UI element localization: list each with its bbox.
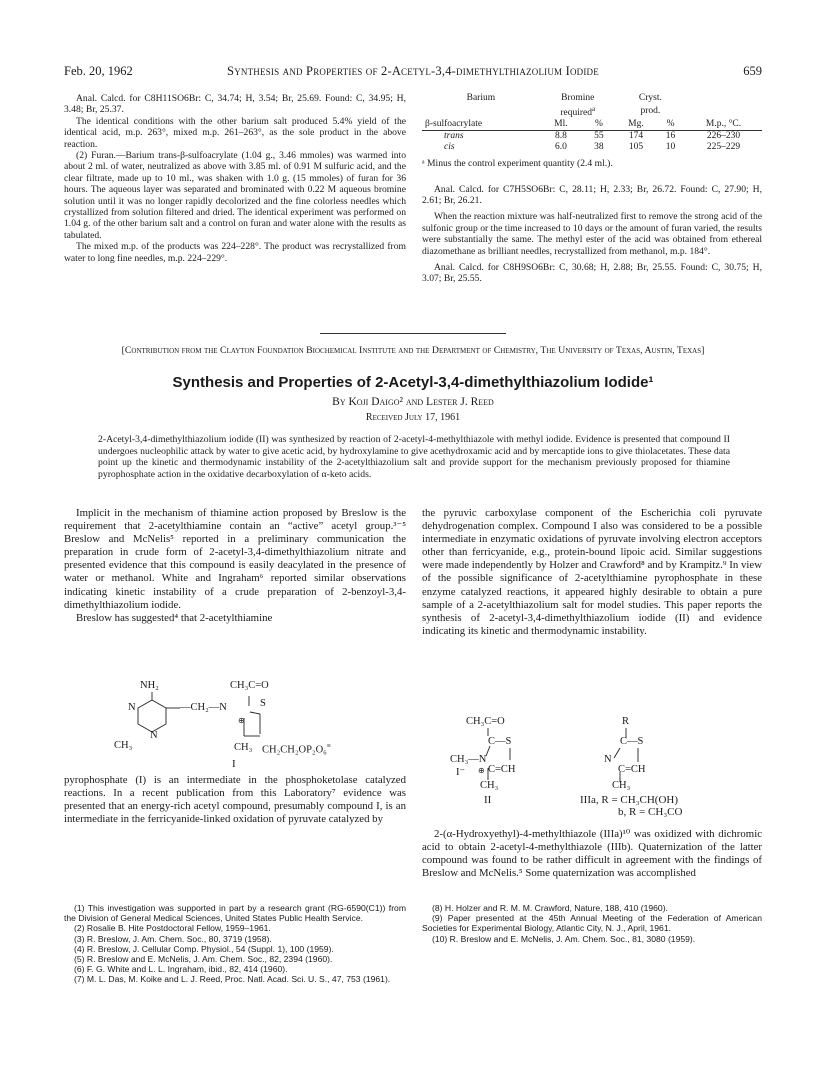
pyrophosphate-chain: CH₂CH₂OP₂O₆≡ [262,742,331,756]
table-cell: cis [444,142,455,153]
footnote: (4) R. Breslow, J. Cellular Comp. Physiol., 54 (Suppl. 1), 100 (1959). [74,943,334,954]
paragraph: Anal. Calcd. for C7H5SO6Br: C, 28.11; H, 2.33; Br, 26.72. Found: C, 27.90; H, 2.61; Br, 26.21. [422,183,762,206]
positive-charge: ⊕ [478,766,485,775]
table-row [422,142,762,153]
body-left-continued [64,774,406,826]
paragraph: the pyruvic carboxylase component of the Escherichia coli pyruvate dehydrogenation complex. Compound I also was considered to be a possible intermediate in enzymatic oxidations of pyruvate involving electron acceptors other than ferricyanide, e.g., protein-bound lipoic acid. Similar suggestions were made independently by Holzer and Crawford⁸ and by Krampitz.⁹ In view of the possible significance of 2-acetylthiamine pyrophosphate in these enzyme catalyzed reactions, it appeared highly desirable to obtain a pure sample of a 2-acetylthiazolium salt for model studies. This paper reports the synthesis of 2-acetyl-3,4-dimethylthiazolium iodide (II) and evidence indicating its kinetic and thermodynamic instability. [422,507,762,637]
table-header: % [666,119,675,130]
table-cell: 10 [665,142,676,153]
paragraph: (2) Furan.—Barium trans-β-sulfoacrylate (1.04 g., 3.46 mmoles) was warmed into about 2 ml. of water, neutralized as above with 3.85 ml. of 0.91 M sulfuric acid, and the clear filtrate, made up to 10 ml., was shaken with 1.0 g. (15 mmoles) of furan for 36 hours. The aqueous layer was separated and brominated with 0.22 M aqueous bromine solution until it was no longer rapidly decolorized and the fine colorless needles which crystallized from solution filtered and dried. The identical experiment was performed on 1.04 g. of the other barium salt and a control on furan and water alone with the results as tabulated. [64,150,406,241]
table-header: Mg. [628,119,644,130]
table-header: % [594,119,603,130]
header-date: Feb. 20, 1962 [64,64,133,78]
footnote: (2) Rosalie B. Hite Postdoctoral Fellow, 1959–1961. [74,923,271,934]
paragraph: Anal. Calcd. for C8H11SO6Br: C, 34.74; H, 3.54; Br, 25.69. Found: C, 34.95; H, 3.48; Br, 25.37. [64,93,406,116]
table-footnote-marker: a [592,105,596,113]
iodide-ion: I⁻ [456,767,466,778]
methyl-group: CH₃ [114,740,133,751]
paragraph: The mixed m.p. of the products was 224–228°. The product was recrystallized from water to long fine needles, m.p. 224–229°. [64,241,406,264]
table-cell: 55 [594,131,604,142]
thiazolium-carbon-sulfur: C—S [488,736,512,747]
table-cell: 8.8 [554,131,567,142]
paragraph: 2-(α-Hydroxyethyl)-4-methylthiazole (IIIa)¹⁰ was oxidized with dichromic acid to obtain 2-acetyl-4-methylthiazole (IIIb). Quaternization of the latter compound was found to be rather difficult in agreement with the findings of Breslow and McNelis.⁵ Some quaternization was accomplished [422,828,762,880]
n-methyl-group: CH₃—N [450,754,487,765]
table-cell: 226–230 [706,131,741,142]
body-right-column [422,507,762,638]
sulfur-atom: S [260,698,266,709]
footnote: (10) R. Breslow and E. McNelis, J. Am. Chem. Soc., 81, 3080 (1959). [432,933,696,944]
header-title: Synthesis and Properties of 2-Acetyl-3,4-dimethylthiazolium Iodide [227,64,599,78]
acyl-group: CH₃C=O [466,716,505,727]
structure-III [580,716,730,816]
methylene-bridge: —CH₂—N [180,702,227,713]
received-date: Received July 17, 1961 [365,412,461,423]
paragraph: pyrophosphate (I) is an intermediate in the phosphoketolase catalyzed reactions. In a recent publication from this Laboratory⁷ evidence was presented that an energy-rich acetyl compound, presumably compound I, is an intermediate in the ferricyanide-linked oxidation of pyruvate catalyzed by [64,774,406,826]
contribution-line: [Contribution from the Clayton Foundation Biochemical Institute and the Department of Chemistry, The University of Texas, Austin, Texas] [121,345,705,356]
table-header: Ml. [554,119,568,130]
thiazole-carbon-sulfur: C—S [620,736,644,747]
footnote: (1) This investigation was supported in part by a research grant (RG-6590(C1)) from the Division of General Medical Sciences, United States Public Health Service. [64,903,406,924]
paragraph: When the reaction mixture was half-neutralized first to remove the strong acid of the sulfonic group or the time increased to 10 days or the amount of furan varied, the results were substantially the same. The methyl ester of the acid was obtained from ethereal diazomethane as brilliant needles, recrystallized from methanol, m.p. 184°. [422,211,762,257]
paragraph: The identical conditions with the other barium salt produced 5.4% yield of the identical acid, m.p. 263°, mixed m.p. 261–263°, as the sole product in the above reaction. [64,115,406,150]
ring-nitrogen: N [604,754,612,765]
structure-I [104,678,344,768]
body-right-continued [422,828,762,880]
ring-double-bond: C=CH [618,764,646,775]
paragraph: Breslow has suggested⁴ that 2-acetylthiamine [76,611,273,624]
positive-charge: ⊕ [238,716,245,725]
table-cell: 6.0 [554,142,567,153]
footnotes-left [64,903,406,985]
section-divider [320,333,506,334]
ring-double-bond: C=CH [488,764,516,775]
acyl-group: CH₃C=O [230,680,269,691]
body-left-column [64,507,406,625]
footnotes-right [422,903,762,944]
footnote: (9) Paper presented at the 45th Annual Meeting of the Federation of American Societies for Experimental Biology, Atlantic City, N. J., April, 1961. [422,913,762,934]
table-header: prod. [640,106,661,117]
ring-nitrogen: N [150,730,158,741]
top-left-column [64,93,406,264]
table-cell: 16 [665,131,676,142]
methyl-group: CH₃ [234,742,253,753]
nh2-group: NH₂ [140,680,159,691]
methyl-group: CH₃ [480,780,499,791]
table-cell: 225–229 [706,142,741,153]
article-authors: By Koji Daigo² and Lester J. Reed [332,396,494,408]
table-cell: 38 [594,142,604,153]
table-header: Barium [466,93,496,103]
page-number: 659 [743,64,762,78]
table-header: Cryst. [638,93,662,103]
table-header: Bromine [561,93,595,103]
footnote: (6) F. G. White and L. L. Ingraham, ibid., 82, 414 (1960). [74,964,288,975]
footnote: (8) H. Holzer and R. M. M. Crawford, Nature, 188, 410 (1960). [432,903,668,913]
table-header: required [560,108,593,119]
top-right-column [422,93,762,285]
table-cell: 174 [628,131,644,142]
paragraph: Implicit in the mechanism of thiamine action proposed by Breslow is the requirement that 2-acetylthiamine contain an “active” acetyl group.³⁻⁵ Breslow and McNelis⁵ reported in a preliminary communication the preparation in crude form of 2-acetyl-3,4-dimethylthiazolium nitrate and presented evidence that this compound is easily deacylated in the presence of water or methanol. White and Ingraham⁶ reported similar observations indicating kinetic instability of a crude preparation of 2-benzoyl-3,4-dimethylthiazolium iodide. [64,507,406,611]
running-header [64,64,762,84]
table-cell: 105 [628,142,644,153]
r-substituent: R [622,716,630,727]
table-header: β-sulfoacrylate [425,119,483,130]
compound-label: IIIa, R = CH₃CH(OH) [580,794,679,806]
table-footnote: ᵃ Minus the control experiment quantity (2.4 ml.). [422,158,613,170]
footnote: (5) R. Breslow and E. McNelis, J. Am. Chem. Soc., 82, 2394 (1960). [74,954,333,965]
compound-label: II [484,794,492,806]
compound-label: b, R = CH₃CO [618,806,683,818]
table-cell: trans [444,131,464,142]
footnote: (3) R. Breslow, J. Am. Chem. Soc., 80, 3719 (1958). [74,933,272,944]
article-title: Synthesis and Properties of 2-Acetyl-3,4-dimethylthiazolium Iodide¹ [172,374,654,391]
compound-label: I [232,758,236,770]
methyl-group: CH₃ [612,780,631,791]
abstract: 2-Acetyl-3,4-dimethylthiazolium iodide (II) was synthesized by reaction of 2-acetyl-4-methylthiazole with methyl iodide. Evidence is presented that compound II undergoes nucleophilic attack by water to give acetic acid, by hydroxylamine to give acethydroxamic acid and by mercaptide ions to give thiolacetates. These data point up the kinetic and thermodynamic instability of the 2-acetylthiazolium salt and provide support for the mechanism previously proposed for thiamine pyrophosphate action in the oxidative decarboxylation of α-keto acids. [98,434,730,480]
table-header: M.p., °C. [705,119,742,130]
table-row [422,131,762,143]
structure-II [448,716,558,806]
footnote: (7) M. L. Das, M. Koike and L. J. Reed, Proc. Natl. Acad. Sci. U. S., 47, 753 (1961). [74,974,391,985]
ring-nitrogen: N [128,702,136,713]
bromine-table [422,93,762,153]
paragraph: Anal. Calcd. for C8H9SO6Br: C, 30.68; H, 2.88; Br, 25.55. Found: C, 30.75; H, 3.07; Br, 25.55. [422,262,762,285]
